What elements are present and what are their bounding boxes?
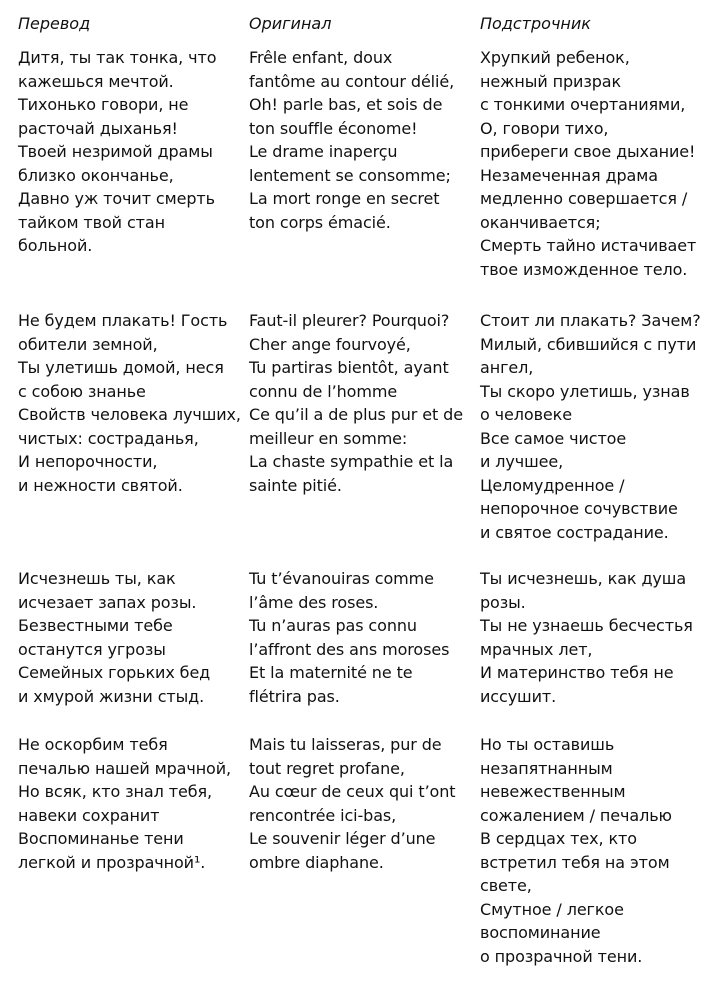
verse-line: Все самое чистое — [480, 428, 627, 448]
stanza-3 — [480, 567, 693, 708]
verse-line: La chaste sympathie et la — [249, 452, 454, 471]
verse-line: исчезает запах розы. — [18, 592, 197, 612]
verse-line: твое изможденное тело. — [480, 259, 688, 279]
stanza-1 — [249, 46, 454, 234]
verse-line: flétrira pas. — [249, 686, 340, 706]
verse-line: Но ты оставишь — [480, 735, 615, 754]
verse-line: Mais tu laisseras, pur de — [249, 735, 442, 754]
verse-line: sainte pitié. — [249, 475, 342, 495]
stanza-2 — [18, 309, 241, 497]
verse-line: печалью нашей мрачной, — [18, 758, 232, 778]
verse-line: нежный призрак — [480, 71, 622, 91]
verse-line: И материнство тебя не — [480, 663, 674, 682]
verse-line: ton souffle économe! — [249, 118, 418, 138]
verse-line: Милый, сбившийся с пути — [480, 334, 697, 354]
column-original — [249, 14, 474, 872]
verse-line: иссушит. — [480, 686, 557, 706]
verse-line: Ты исчезнешь, как душа — [480, 569, 687, 588]
verse-line: Целомудренное / — [480, 475, 625, 495]
verse-line: Tu n’auras pas connu — [249, 616, 417, 635]
column-interlinear — [480, 14, 705, 966]
verse-line: останутся угрозы — [18, 639, 166, 659]
verse-line: Воспоминанье тени — [18, 829, 184, 848]
column-header: Подстрочник — [480, 14, 591, 33]
verse-line: и лучшее, — [480, 452, 564, 471]
verse-line: мрачных лет, — [480, 639, 593, 659]
verse-line: и хмурой жизни стыд. — [18, 686, 205, 706]
verse-line: Au cœur de ceux qui t’ont — [249, 782, 456, 801]
verse-line: fantôme au contour délié, — [249, 71, 455, 91]
stanza-1 — [18, 46, 216, 258]
verse-line: l’affront des ans moroses — [249, 639, 450, 659]
verse-line: ombre diaphane. — [249, 852, 384, 872]
verse-line: медленно совершается / — [480, 189, 688, 208]
verse-line: о прозрачной тени. — [480, 946, 643, 966]
verse-line: свете, — [480, 876, 532, 895]
verse-line: навеки сохранит — [18, 805, 160, 825]
verse-line: Faut-il pleurer? Pourquoi? — [249, 311, 450, 330]
verse-line: оканчивается; — [480, 212, 601, 232]
verse-line: сожалением / печалью — [480, 805, 672, 825]
verse-line: расточай дыханья! — [18, 118, 178, 138]
verse-line: Ты скоро улетишь, узнав — [480, 381, 690, 401]
verse-line: Cher ange fourvoyé, — [249, 334, 411, 354]
verse-line: и святое сострадание. — [480, 522, 669, 542]
verse-line: обители земной, — [18, 334, 158, 354]
verse-line: l’âme des roses. — [249, 592, 379, 612]
verse-line: с собою знанье — [18, 381, 146, 401]
verse-line: Свойств человека лучших, — [18, 405, 241, 424]
verse-line: Не оскорбим тебя — [18, 735, 168, 754]
verse-line: connu de l’homme — [249, 381, 398, 401]
verse-line: meilleur en somme: — [249, 428, 408, 448]
verse-line: Исчезнешь ты, как — [18, 569, 176, 588]
verse-line: невежественным — [480, 782, 626, 801]
verse-line: ангел, — [480, 358, 534, 377]
verse-line: lentement se consomme; — [249, 165, 451, 185]
stanza-2 — [249, 309, 463, 497]
column-translation — [18, 14, 243, 872]
verse-line: розы. — [480, 592, 526, 612]
verse-line: воспоминание — [480, 923, 601, 942]
verse-line: В сердцах тех, кто — [480, 829, 637, 848]
verse-line: Незамеченная драма — [480, 165, 658, 185]
verse-line: о человеке — [480, 405, 572, 424]
verse-line: непорочное сочувствие — [480, 499, 678, 518]
verse-line: встретил тебя на этом — [480, 852, 670, 872]
verse-line: rencontrée ici-bas, — [249, 805, 397, 825]
verse-line: Ты не узнаешь бесчестья — [480, 616, 693, 635]
verse-line: Хрупкий ребенок, — [480, 48, 630, 67]
verse-line: Et la maternité ne te — [249, 663, 413, 682]
verse-line: легкой и прозрачной¹. — [18, 852, 206, 872]
verse-line: Ce qu’il a de plus pur et de — [249, 405, 463, 424]
stanza-4 — [480, 733, 672, 968]
verse-line: Смутное / легкое — [480, 899, 624, 919]
verse-line: Не будем плакать! Гость — [18, 311, 228, 330]
verse-line: О, говори тихо, — [480, 118, 609, 138]
verse-line: Семейных горьких бед — [18, 663, 211, 682]
verse-line: близко окончанье, — [18, 165, 174, 185]
verse-line: Давно уж точит смерть — [18, 189, 215, 208]
stanza-4 — [249, 733, 455, 874]
verse-line: Тихонько говори, не — [18, 95, 189, 114]
verse-line: И непорочности, — [18, 452, 158, 471]
column-header: Перевод — [18, 14, 91, 33]
verse-line: незапятнанным — [480, 758, 613, 778]
verse-line: и нежности святой. — [18, 475, 183, 495]
verse-line: Tu t’évanouiras comme — [249, 569, 434, 588]
verse-line: тайком твой стан — [18, 212, 165, 232]
verse-line: Oh! parle bas, et sois de — [249, 95, 443, 114]
stanza-2 — [480, 309, 701, 544]
verse-line: чистых: состраданья, — [18, 428, 199, 448]
verse-line: La mort ronge en secret — [249, 189, 440, 208]
verse-line: Ты улетишь домой, неся — [18, 358, 224, 377]
verse-line: Дитя, ты так тонка, что — [18, 48, 217, 67]
stanza-3 — [249, 567, 449, 708]
verse-line: Но всяк, кто знал тебя, — [18, 782, 212, 801]
stanza-4 — [18, 733, 231, 874]
verse-line: прибереги свое дыхание! — [480, 142, 696, 161]
verse-line: Твоей незримой драмы — [18, 142, 213, 161]
verse-line: Frêle enfant, doux — [249, 48, 393, 67]
stanza-3 — [18, 567, 210, 708]
verse-line: Стоит ли плакать? Зачем? — [480, 311, 701, 330]
stanza-1 — [480, 46, 696, 281]
verse-line: Le souvenir léger d’une — [249, 829, 436, 848]
verse-line: Смерть тайно истачивает — [480, 236, 697, 255]
verse-line: Tu partiras bientôt, ayant — [249, 358, 449, 377]
verse-line: ton corps émacié. — [249, 212, 391, 232]
verse-line: больной. — [18, 236, 93, 255]
verse-line: tout regret profane, — [249, 758, 405, 778]
verse-line: кажешься мечтой. — [18, 71, 174, 91]
verse-line: с тонкими очертаниями, — [480, 95, 686, 114]
verse-line: Le drame inaperçu — [249, 142, 398, 161]
column-header: Оригинал — [249, 14, 332, 33]
verse-line: Безвестными тебе — [18, 616, 173, 635]
